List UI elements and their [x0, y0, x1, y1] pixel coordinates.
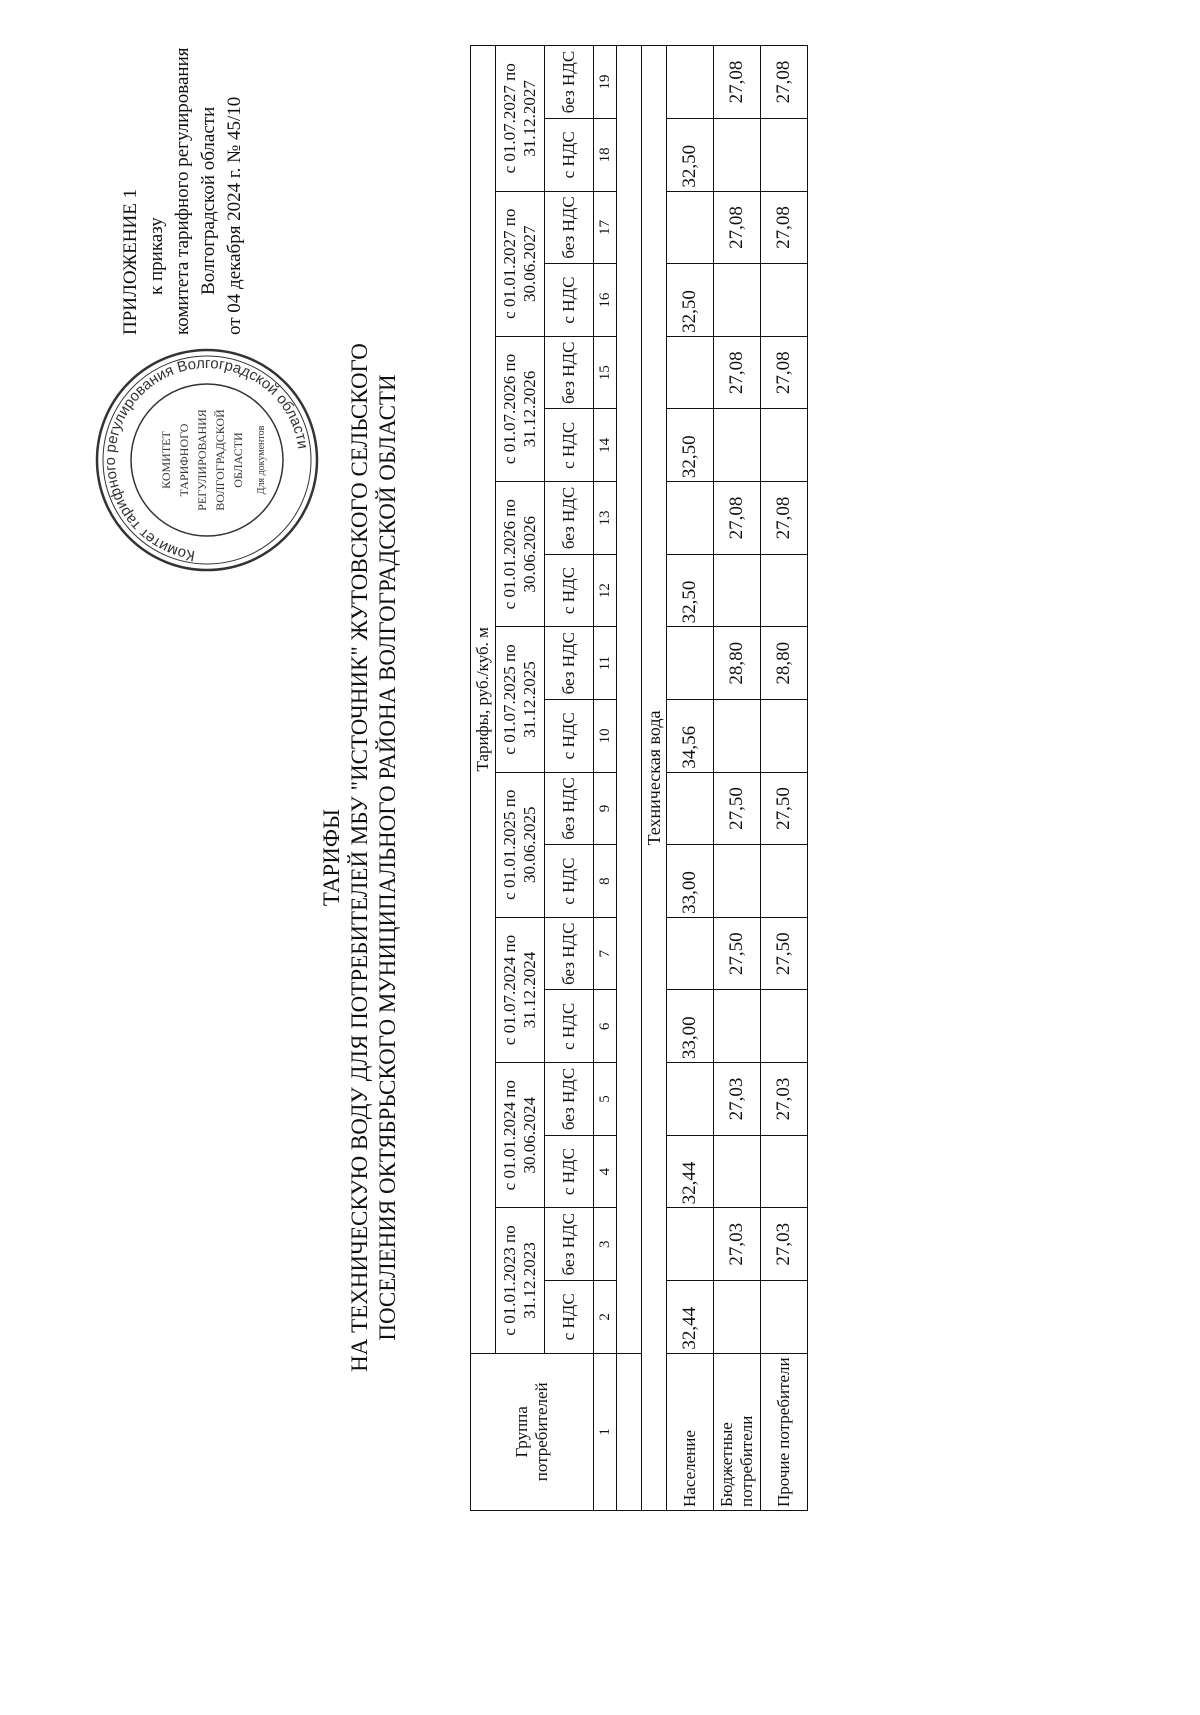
- tariff-without-vat: 27,03: [761, 1208, 808, 1281]
- tariff-without-vat: 27,08: [714, 46, 761, 119]
- appendix-block: [118, 35, 248, 335]
- tariff-without-vat: 27,50: [761, 917, 808, 990]
- column-number: 19: [594, 46, 617, 119]
- tariff-without-vat: [667, 191, 714, 264]
- appendix-date-number: от 04 декабря 2024 г. № 45/10: [224, 96, 245, 335]
- seal-center-line-1: КОМИТЕТ: [159, 431, 173, 489]
- seal-ring-text: Комитет тарифного регулирования Волгоградской области: [101, 354, 312, 565]
- column-number: 7: [594, 917, 617, 990]
- tariff-without-vat: 28,80: [714, 627, 761, 700]
- appendix-label: ПРИЛОЖЕНИЕ 1: [120, 188, 141, 335]
- table-row: [714, 46, 761, 1511]
- tariff-with-vat: 32,50: [667, 264, 714, 337]
- tariff-without-vat: [667, 1208, 714, 1281]
- tariff-without-vat: 27,08: [761, 482, 808, 555]
- with-vat-header: с НДС: [545, 119, 594, 192]
- tariff-without-vat: 27,08: [761, 46, 808, 119]
- tariff-without-vat: 27,08: [714, 191, 761, 264]
- period-header: с 01.07.2027 по 31.12.2027: [496, 46, 545, 192]
- column-number: 16: [594, 264, 617, 337]
- without-vat-header: без НДС: [545, 482, 594, 555]
- tariff-without-vat: [667, 917, 714, 990]
- tariff-with-vat: [714, 119, 761, 192]
- column-number: 15: [594, 336, 617, 409]
- tariff-without-vat: [667, 336, 714, 409]
- column-number: 8: [594, 845, 617, 918]
- group-header: Группа потребителей: [471, 1353, 594, 1510]
- tariff-with-vat: [761, 845, 808, 918]
- without-vat-header: без НДС: [545, 627, 594, 700]
- column-number: 10: [594, 700, 617, 773]
- tariff-without-vat: [667, 482, 714, 555]
- tariff-without-vat: [667, 627, 714, 700]
- with-vat-header: с НДС: [545, 409, 594, 482]
- column-number: 17: [594, 191, 617, 264]
- column-number: 5: [594, 1063, 617, 1136]
- tariff-with-vat: 32,44: [667, 1281, 714, 1354]
- tariff-with-vat: [761, 1281, 808, 1354]
- title-line-2: НА ТЕХНИЧЕСКУЮ ВОДУ ДЛЯ ПОТРЕБИТЕЛЕЙ МБУ "ИСТОЧНИК" ЖУТОВСКОГО СЕЛЬСКОГО: [347, 343, 372, 1372]
- seal-bottom-text: Для документов: [256, 425, 267, 495]
- appendix-committee: комитета тарифного регулирования: [172, 47, 193, 335]
- tariff-with-vat: [761, 990, 808, 1063]
- tariff-without-vat: 27,50: [761, 772, 808, 845]
- consumer-group: Бюджетные потребители: [714, 1353, 761, 1510]
- tariff-with-vat: 32,44: [667, 1135, 714, 1208]
- tariff-with-vat: [761, 700, 808, 773]
- tariff-with-vat: 32,50: [667, 409, 714, 482]
- tariff-with-vat: 34,56: [667, 700, 714, 773]
- without-vat-header: без НДС: [545, 1063, 594, 1136]
- tariff-without-vat: 27,03: [714, 1208, 761, 1281]
- period-header: с 01.01.2027 по 30.06.2027: [496, 191, 545, 336]
- consumer-group: Население: [667, 1353, 714, 1510]
- column-number: 2: [594, 1281, 617, 1354]
- column-number: 13: [594, 482, 617, 555]
- tariff-with-vat: [714, 409, 761, 482]
- tariff-with-vat: [761, 1135, 808, 1208]
- period-header: с 01.07.2024 по 31.12.2024: [496, 917, 545, 1062]
- tariff-with-vat: 32,50: [667, 119, 714, 192]
- tariffs-header: Тарифы, руб./куб. м: [471, 46, 496, 1354]
- seal-center-line-4: ВОЛГОГРАДСКОЙ: [213, 409, 227, 511]
- tariff-without-vat: 27,03: [714, 1063, 761, 1136]
- document-title: [318, 0, 402, 1715]
- without-vat-header: без НДС: [545, 772, 594, 845]
- with-vat-header: с НДС: [545, 554, 594, 627]
- tariff-without-vat: 27,08: [761, 336, 808, 409]
- without-vat-header: без НДС: [545, 1208, 594, 1281]
- column-number: 11: [594, 627, 617, 700]
- period-header: с 01.01.2023 по 31.12.2023: [496, 1208, 545, 1353]
- seal-center-line-5: ОБЛАСТИ: [231, 432, 245, 488]
- without-vat-header: без НДС: [545, 336, 594, 409]
- title-line-3: ПОСЕЛЕНИЯ ОКТЯБРЬСКОГО МУНИЦИПАЛЬНОГО РАЙОНА ВОЛГОГРАДСКОЙ ОБЛАСТИ: [375, 374, 400, 1341]
- tariff-without-vat: 27,50: [714, 917, 761, 990]
- column-number: 12: [594, 554, 617, 627]
- tariff-without-vat: [667, 1063, 714, 1136]
- tariff-with-vat: [714, 990, 761, 1063]
- tariff-with-vat: [761, 119, 808, 192]
- with-vat-header: с НДС: [545, 1281, 594, 1354]
- tariff-with-vat: [761, 554, 808, 627]
- period-header: с 01.07.2026 по 31.12.2026: [496, 336, 545, 481]
- period-header: с 01.01.2026 по 30.06.2026: [496, 482, 545, 627]
- tariffs-table: [470, 45, 808, 1511]
- with-vat-header: с НДС: [545, 700, 594, 773]
- tariff-with-vat: [761, 409, 808, 482]
- tariff-with-vat: [714, 554, 761, 627]
- period-header: с 01.01.2024 по 30.06.2024: [496, 1063, 545, 1208]
- title-main: ТАРИФЫ: [319, 808, 344, 907]
- with-vat-header: с НДС: [545, 990, 594, 1063]
- period-header: с 01.07.2025 по 31.12.2025: [496, 627, 545, 772]
- tariff-without-vat: 27,03: [761, 1063, 808, 1136]
- column-number: 6: [594, 990, 617, 1063]
- column-number: 9: [594, 772, 617, 845]
- table-row: [667, 46, 714, 1511]
- tariff-with-vat: 33,00: [667, 845, 714, 918]
- tariff-without-vat: 27,50: [714, 772, 761, 845]
- tariff-with-vat: [714, 700, 761, 773]
- column-number: 3: [594, 1208, 617, 1281]
- spacer-cell: [617, 1353, 642, 1510]
- spacer-cell: [617, 46, 642, 1354]
- with-vat-header: с НДС: [545, 264, 594, 337]
- appendix-region: Волгоградской области: [198, 106, 219, 295]
- tariff-without-vat: 28,80: [761, 627, 808, 700]
- without-vat-header: без НДС: [545, 46, 594, 119]
- tariff-with-vat: [714, 845, 761, 918]
- table-row: [761, 46, 808, 1511]
- tariff-with-vat: [714, 1135, 761, 1208]
- tariff-without-vat: 27,08: [714, 336, 761, 409]
- tariff-without-vat: [667, 46, 714, 119]
- tariff-with-vat: 32,50: [667, 554, 714, 627]
- seal-center-line-2: ТАРИФНОГО: [177, 423, 191, 497]
- tariff-with-vat: 33,00: [667, 990, 714, 1063]
- seal-center-line-3: РЕГУЛИРОВАНИЯ: [195, 409, 209, 511]
- tariff-without-vat: 27,08: [714, 482, 761, 555]
- section-header: Техническая вода: [642, 46, 667, 1511]
- column-number: 1: [594, 1353, 617, 1510]
- column-number: 14: [594, 409, 617, 482]
- without-vat-header: без НДС: [545, 917, 594, 990]
- official-seal-icon: [92, 345, 322, 575]
- tariff-without-vat: [667, 772, 714, 845]
- tariff-with-vat: [761, 264, 808, 337]
- with-vat-header: с НДС: [545, 1135, 594, 1208]
- column-number: 18: [594, 119, 617, 192]
- without-vat-header: без НДС: [545, 191, 594, 264]
- appendix-order-ref: к приказу: [146, 217, 167, 295]
- period-header: с 01.01.2025 по 30.06.2025: [496, 772, 545, 917]
- with-vat-header: с НДС: [545, 845, 594, 918]
- consumer-group: Прочие потребители: [761, 1353, 808, 1510]
- tariff-without-vat: 27,08: [761, 191, 808, 264]
- tariff-with-vat: [714, 264, 761, 337]
- tariff-with-vat: [714, 1281, 761, 1354]
- column-number: 4: [594, 1135, 617, 1208]
